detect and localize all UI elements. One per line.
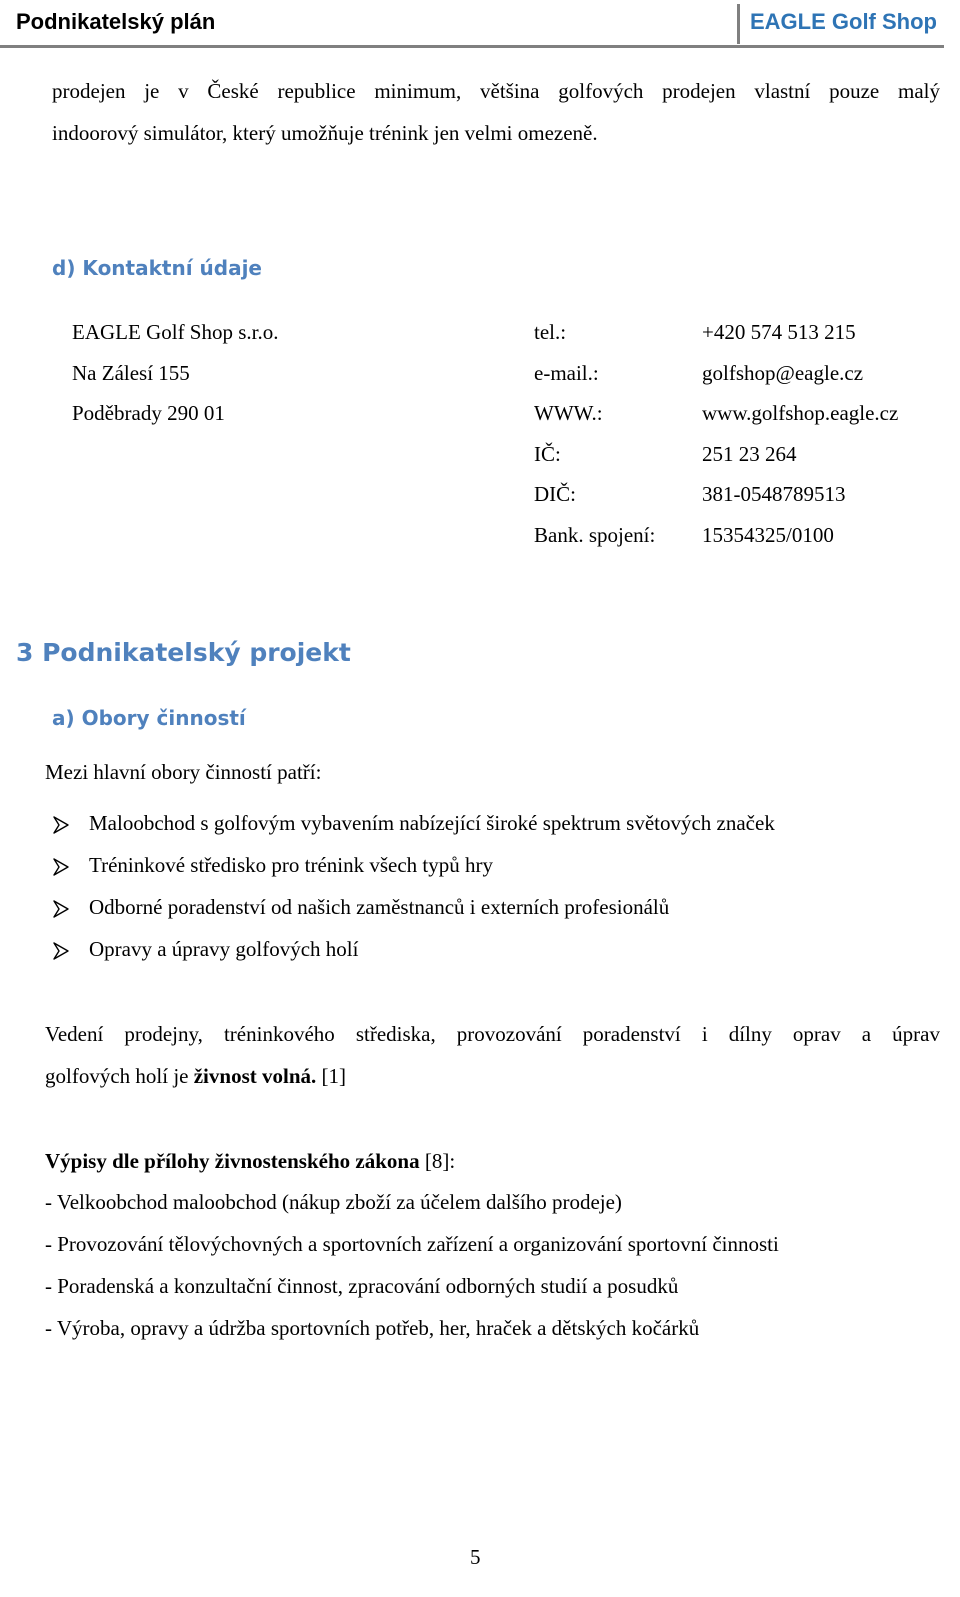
activity-bullet-2: Tréninkové středisko pro trénink všech typů hry	[89, 853, 494, 877]
arrowhead-icon	[51, 941, 71, 961]
address-city: Poděbrady 290 01	[72, 401, 225, 425]
extracts-title	[45, 1149, 455, 1174]
contact-value-tel: +420 574 513 215	[702, 320, 856, 344]
arrowhead-icon	[51, 857, 71, 877]
arrowhead-icon	[51, 815, 71, 835]
extract-item-1: - Velkoobchod maloobchod (nákup zboží za účelem dalšího prodeje)	[45, 1190, 622, 1214]
contact-value-ic: 251 23 264	[702, 442, 797, 466]
activity-bullet-4: Opravy a úpravy golfových holí	[89, 937, 359, 961]
activities-intro: Mezi hlavní obory činností patří:	[45, 760, 322, 784]
contact-heading: d) Kontaktní údaje	[52, 256, 262, 280]
extracts-title-bold: Výpisy dle přílohy živnostenského zákona	[45, 1149, 420, 1173]
contact-value-bank: 15354325/0100	[702, 523, 834, 547]
contact-value-dic: 381-0548789513	[702, 482, 846, 506]
contact-label-www: WWW.:	[534, 401, 603, 425]
address-street: Na Zálesí 155	[72, 361, 190, 385]
license-line-1: Vedení prodejny, tréninkového střediska, provozování poradenství i dílny oprav a úprav	[45, 1022, 940, 1046]
activities-heading: a) Obory činností	[52, 706, 246, 730]
contact-value-email: golfshop@eagle.cz	[702, 361, 864, 385]
address-company: EAGLE Golf Shop s.r.o.	[72, 320, 279, 344]
intro-line-1: prodejen je v České republice minimum, většina golfových prodejen vlastní pouze malý	[52, 79, 940, 103]
license-citation: [1]	[316, 1064, 346, 1088]
license-type: živnost volná.	[193, 1064, 317, 1088]
project-heading: 3 Podnikatelský projekt	[16, 638, 351, 667]
contact-value-www: www.golfshop.eagle.cz	[702, 401, 899, 425]
activity-bullet-1: Maloobchod s golfovým vybavením nabízející široké spektrum světových značek	[89, 811, 775, 835]
activity-bullet-3: Odborné poradenství od našich zaměstnanců i externích profesionálů	[89, 895, 670, 919]
extract-item-3: - Poradenská a konzultační činnost, zpracování odborných studií a posudků	[45, 1274, 679, 1298]
page-number: 5	[470, 1545, 481, 1569]
contact-label-tel: tel.:	[534, 320, 567, 344]
contact-label-ic: IČ:	[534, 442, 561, 466]
header-company-name: EAGLE Golf Shop	[750, 9, 937, 34]
license-text: golfových holí je	[45, 1064, 194, 1088]
extract-item-4: - Výroba, opravy a údržba sportovních potřeb, her, hraček a dětských kočárků	[45, 1316, 700, 1340]
header-document-title: Podnikatelský plán	[16, 9, 216, 34]
contact-label-bank: Bank. spojení:	[534, 523, 656, 547]
intro-line-2: indoorový simulátor, který umožňuje trénink jen velmi omezeně.	[52, 121, 598, 145]
extract-item-2: - Provozování tělovýchovných a sportovních zařízení a organizování sportovní činnosti	[45, 1232, 779, 1256]
license-line-2	[45, 1064, 346, 1089]
extracts-citation: [8]:	[419, 1149, 456, 1173]
header-rule	[0, 45, 944, 48]
arrowhead-icon	[51, 899, 71, 919]
contact-label-email: e-mail.:	[534, 361, 599, 385]
contact-label-dic: DIČ:	[534, 482, 576, 506]
header-separator	[737, 4, 740, 44]
